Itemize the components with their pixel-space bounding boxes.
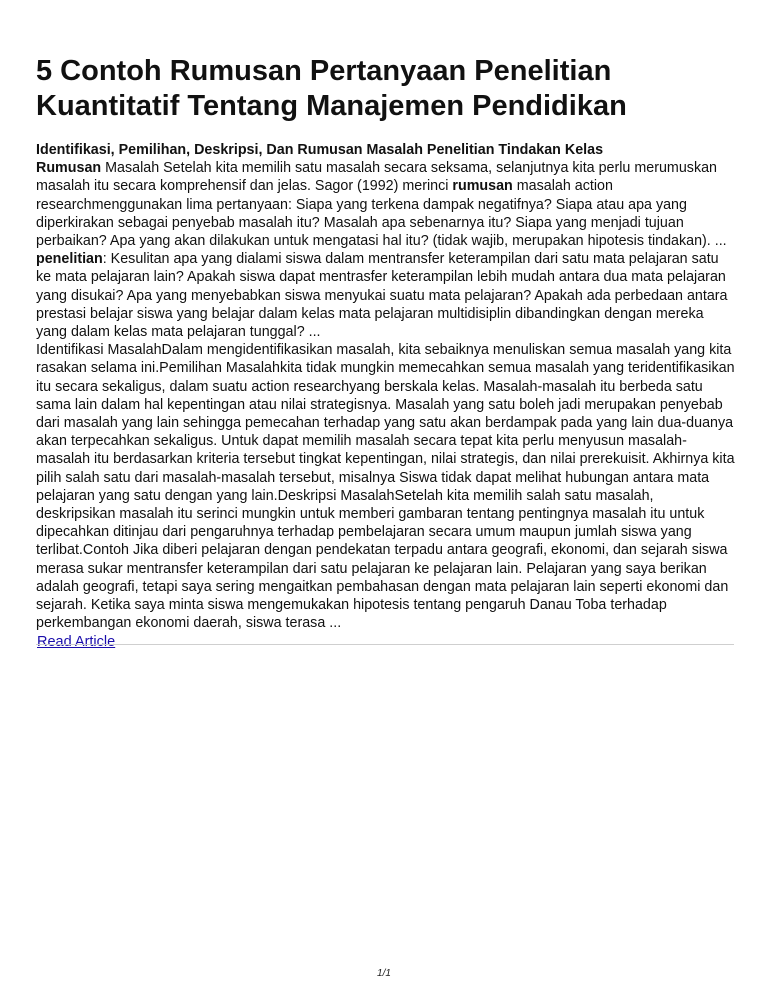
section-heading: Identifikasi, Pemilihan, Deskripsi, Dan Rumusan Masalah Penelitian Tindakan Kelas [36, 142, 604, 158]
page-number: 1/1 [377, 968, 391, 979]
page-title [36, 54, 736, 124]
paragraph-identifikasi: Identifikasi MasalahDalam mengidentifikasikan masalah, kita sebaiknya menuliskan semua masalah yang kita rasakan selama ini.Pemilihan Masalahkita tidak mungkin memecahkan semua masalah yang teridentifikasikan itu secara sekaligus, dalam suatu action researchyang berskala kelas. Masalah-masalah itu berbeda satu sama lain dalam hal kepentingan atau nilai strategisnya. Masalah yang satu boleh jadi merupakan penyebab dari masalah yang lain sehingga pemecahan terhadap yang satu akan berdampak pada yang lain dua-duanya akan terpecahkan sekaligus. Untuk dapat memilih masalah secara tepat kita perlu menyusun masalah-masalah itu berdasarkan kriteria tersebut tingkat kepentingan, nilai strategis, dan nilai prerekuisit. Akhirnya kita pilih salah satu dari masalah-masalah tersebut, misalnya Siswa tidak dapat melihat hubungan antara mata pelajaran yang satu dengan yang lain.Deskripsi MasalahSetelah kita memilih salah satu masalah, deskripsikan masalah itu serinci mungkin untuk memberi gambaran tentang pentingnya masalah itu untuk dipecahkan ditinjau dari pengaruhnya terhadap pembelajaran secara umum maupun jumlah siswa yang terlibat.Contoh Jika diberi pelajaran dengan pendekatan terpadu antara geografi, ekonomi, dan sejarah siswa merasa sukar mentransfer keterampilan dari satu pelajaran ke pelajaran lain. Pelajaran yang saya berikan adalah geografi, tetapi saya sering mengaitkan pembahasan dengan mata pelajaran lain seperti ekonomi dan sejarah. Ketika saya minta siswa mengemukakan hipotesis tentang pengaruh Danau Toba terhadap perkembangan ekonomi daerah, siswa terasa ... [36, 342, 735, 632]
article-body [36, 141, 736, 652]
page-title-line-2: Kuantitatif Tentang Manajemen Pendidikan [36, 90, 627, 122]
paragraph-text: : Kesulitan apa yang dialami siswa dalam mentransfer keterampilan dari satu mata pelajaran satu ke mata pelajaran lain? Apakah siswa dapat mentrasfer keterampilan lebih mudah antara dua mata pelajaran yang disukai? Apa yang menyebabkan siswa menyukai suatu mata pelajaran? Apakah ada perbedaan antara prestasi belajar siswa yang belajar dalam kelas mata pelajaran multidisiplin dibandingkan dengan mereka yang dalam kelas mata pelajaran tunggal? ... [36, 251, 728, 341]
keyword-rumusan-inline: rumusan [452, 178, 513, 195]
paragraph-penelitian [36, 250, 736, 341]
read-article-link[interactable]: Read Article [37, 634, 116, 651]
keyword-rumusan: Rumusan [36, 160, 102, 177]
divider [36, 644, 734, 645]
page-title-line-1: 5 Contoh Rumusan Pertanyaan Penelitian [36, 55, 612, 87]
paragraph-text: masalah action researchmenggunakan lima pertanyaan: Siapa yang terkena dampak negatifnya? Siapa atau apa yang diperkirakan sebagai penyebab masalah itu? Masalah apa sebenarnya itu? Siapa yang menjadi tujuan perbaikan? Apa yang akan dilakukan untuk mengatasi hal itu? (tidak wajib, merupakan hipotesis tindakan). ... [36, 178, 727, 250]
paragraph-rumusan [36, 159, 736, 250]
keyword-penelitian: penelitian [36, 251, 103, 268]
paragraph-text: Masalah Setelah kita memilih satu masalah secara seksama, selanjutnya kita perlu merumuskan masalah itu secara komprehensif dan jelas. Sagor (1992) merinci [36, 160, 717, 195]
